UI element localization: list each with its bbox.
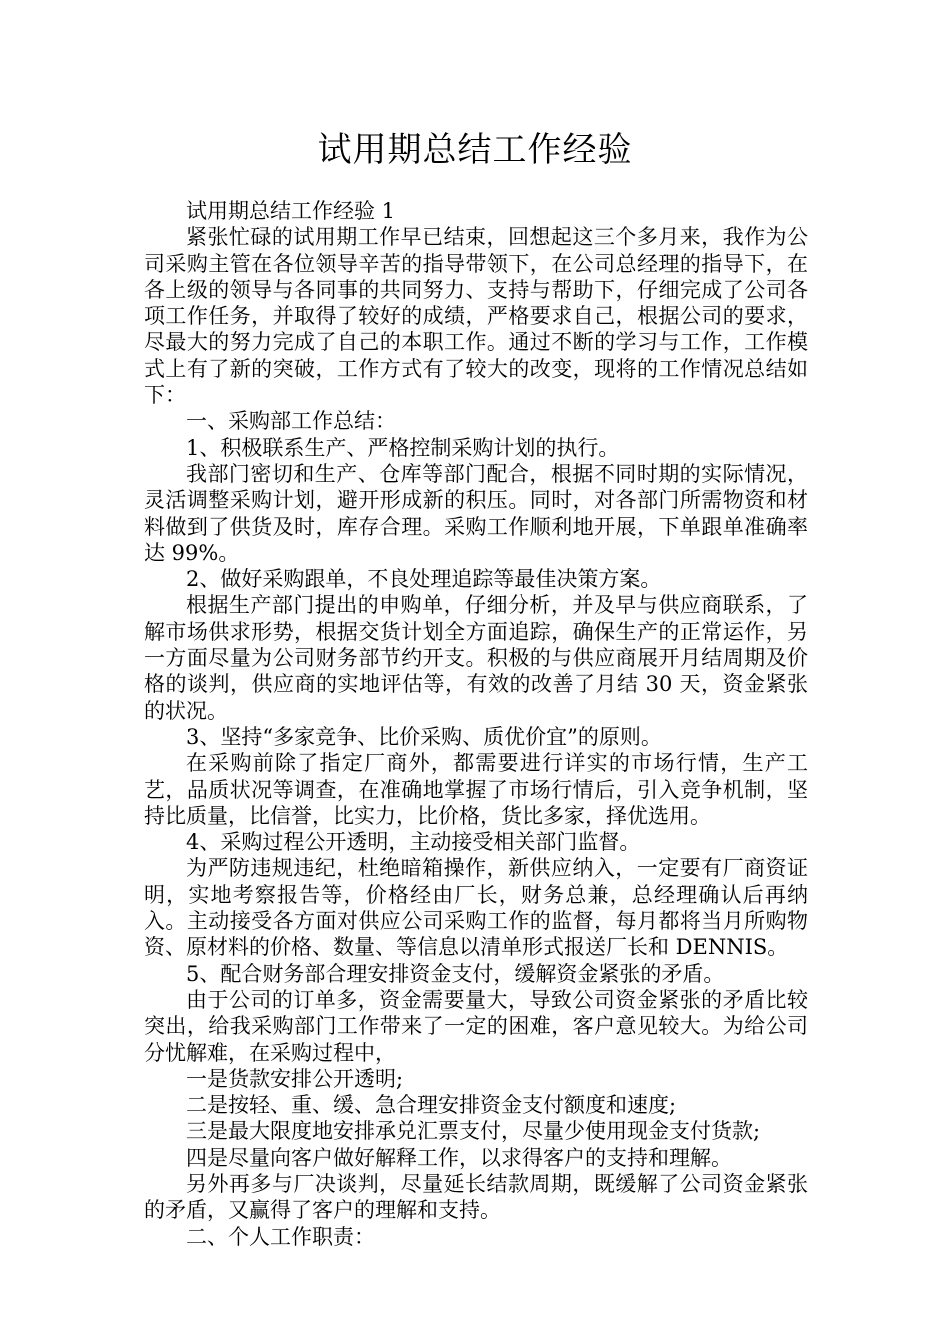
list-heading: 4、采购过程公开透明，主动接受相关部门监督。 xyxy=(186,830,641,855)
list-heading: 1、积极联系生产、严格控制采购计划的执行。 xyxy=(186,435,620,460)
document-title: 试用期总结工作经验 xyxy=(317,130,633,170)
list-item: 一是货款安排公开透明; xyxy=(186,1066,404,1091)
body-paragraph: 根据生产部门提出的申购单，仔细分析，并及早与供应商联系，了解市场供求形势，根据交货计划全方面追踪，确保生产的正常运作，另一方面尽量为公司财务部节约开支。积极的与供应商展开月结周期及价格的谈判，供应商的实地评估等，有效的改善了月结 30 天，资金紧张的状况。 xyxy=(144,593,808,723)
list-heading: 3、坚持“多家竞争、比价采购、质优价宜”的原则。 xyxy=(186,724,662,749)
section-heading: 试用期总结工作经验 1 xyxy=(186,199,396,223)
list-heading: 5、配合财务部合理安排资金支付，缓解资金紧张的矛盾。 xyxy=(186,961,725,986)
body-paragraph: 为严防违规违纪，杜绝暗箱操作，新供应纳入，一定要有厂商资证明，实地考察报告等，价格经由厂长，财务总兼，总经理确认后再纳入。主动接受各方面对供应公司采购工作的监督，每月都将当月所购物资、原材料的价格、数量、等信息以清单形式报送厂长和 DENNIS。 xyxy=(144,856,808,960)
list-item: 四是尽量向客户做好解释工作，以求得客户的支持和理解。 xyxy=(186,1145,732,1170)
body-paragraph: 我部门密切和生产、仓库等部门配合，根据不同时期的实际情况，灵活调整采购计划，避开形成新的积压。同时，对各部门所需物资和材料做到了供货及时，库存合理。采购工作顺利地开展，下单跟单准确率达 99%。 xyxy=(144,461,808,565)
body-paragraph: 另外再多与厂决谈判，尽量延长结款周期，既缓解了公司资金紧张的矛盾，又赢得了客户的理解和支持。 xyxy=(144,1171,808,1223)
body-paragraph: 紧张忙碌的试用期工作早已结束，回想起这三个多月来，我作为公司采购主管在各位领导辛苦的指导带领下，在公司总经理的指导下，在各上级的领导与各同事的共同努力、支持与帮助下，仔细完成了公司各项工作任务，并取得了较好的成绩，严格要求自己，根据公司的要求，尽最大的努力完成了自己的本职工作。通过不断的学习与工作，工作模式上有了新的突破，工作方式有了较大的改变，现将的工作情况总结如下： xyxy=(144,225,808,408)
body-paragraph: 由于公司的订单多，资金需要量大，导致公司资金紧张的矛盾比较突出，给我采购部门工作带来了一定的困难，客户意见较大。为给公司分忧解难，在采购过程中， xyxy=(144,987,808,1065)
section-heading: 一、采购部工作总结： xyxy=(186,409,396,434)
body-paragraph: 在采购前除了指定厂商外，都需要进行详实的市场行情，生产工艺，品质状况等调查，在准确地掌握了市场行情后，引入竞争机制，坚持比质量，比信誉，比实力，比价格，货比多家，择优选用。 xyxy=(144,751,808,828)
list-item: 三是最大限度地安排承兑汇票支付，尽量少使用现金支付货款; xyxy=(186,1119,761,1144)
document-body xyxy=(144,198,808,1250)
list-heading: 2、做好采购跟单，不良处理追踪等最佳决策方案。 xyxy=(186,567,662,592)
section-heading: 二、个人工作职责： xyxy=(186,1224,375,1249)
list-item: 二是按轻、重、缓、急合理安排资金支付额度和速度; xyxy=(186,1093,677,1118)
